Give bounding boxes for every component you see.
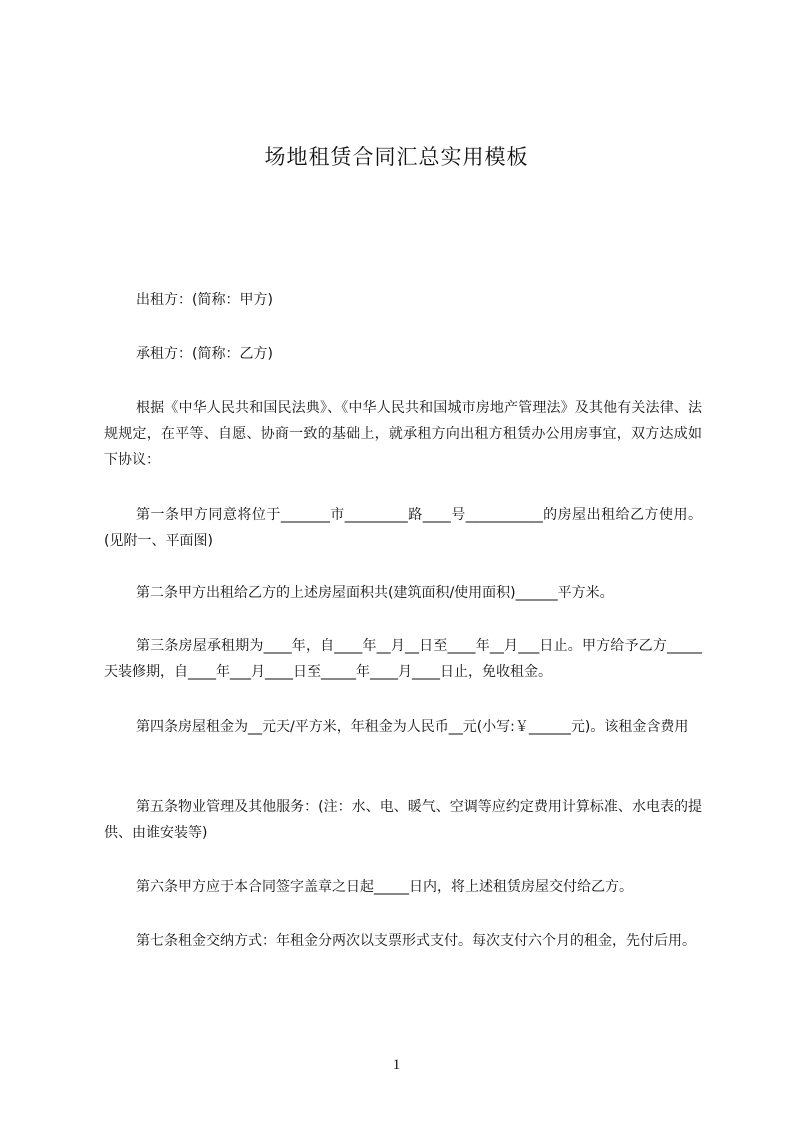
- paragraph-lessor: 出租方：(简称：甲方): [136, 292, 273, 308]
- paragraph-article-4: 第四条房屋租金为__元天/平方米，年租金为人民币__元(小写:￥______元)。该租金含费用: [136, 719, 689, 735]
- paragraph-article-5: 第五条物业管理及其他服务：(注：水、电、暖气、空调等应约定费用计算标准、水电表的提供、由谁安装等): [104, 799, 702, 841]
- paragraph-lessee: 承租方：(简称：乙方): [136, 346, 273, 362]
- paragraph-article-6: 第六条甲方应于本合同签字盖章之日起_____日内，将上述租赁房屋交付给乙方。: [136, 879, 633, 895]
- paragraph-article-7: 第七条租金交纳方式：年租金分两次以支票形式支付。每次支付六个月的租金，先付后用。: [136, 933, 696, 949]
- document-title: 场地租赁合同汇总实用模板: [264, 145, 529, 169]
- paragraph-article-3: 第三条房屋承租期为____年，自____年__月__日至____年__月___日止。甲方给予乙方_____天装修期，自____年___月____日至_____年____月____日止，免收租金。: [104, 638, 702, 680]
- paragraph-preamble: 根据《中华人民共和国民法典》、《中华人民共和国城市房地产管理法》及其他有关法律、法规规定，在平等、自愿、协商一致的基础上，就承租方向出租方租赁办公用房事宜，双方达成如下协议：: [104, 400, 702, 468]
- paragraph-article-2: 第二条甲方出租给乙方的上述房屋面积共(建筑面积/使用面积)______平方米。: [136, 585, 614, 601]
- paragraph-article-1: 第一条甲方同意将位于_______市_________路____号___________的房屋出租给乙方使用。(见附一、平面图): [104, 507, 702, 549]
- page-number: 1: [392, 1057, 401, 1073]
